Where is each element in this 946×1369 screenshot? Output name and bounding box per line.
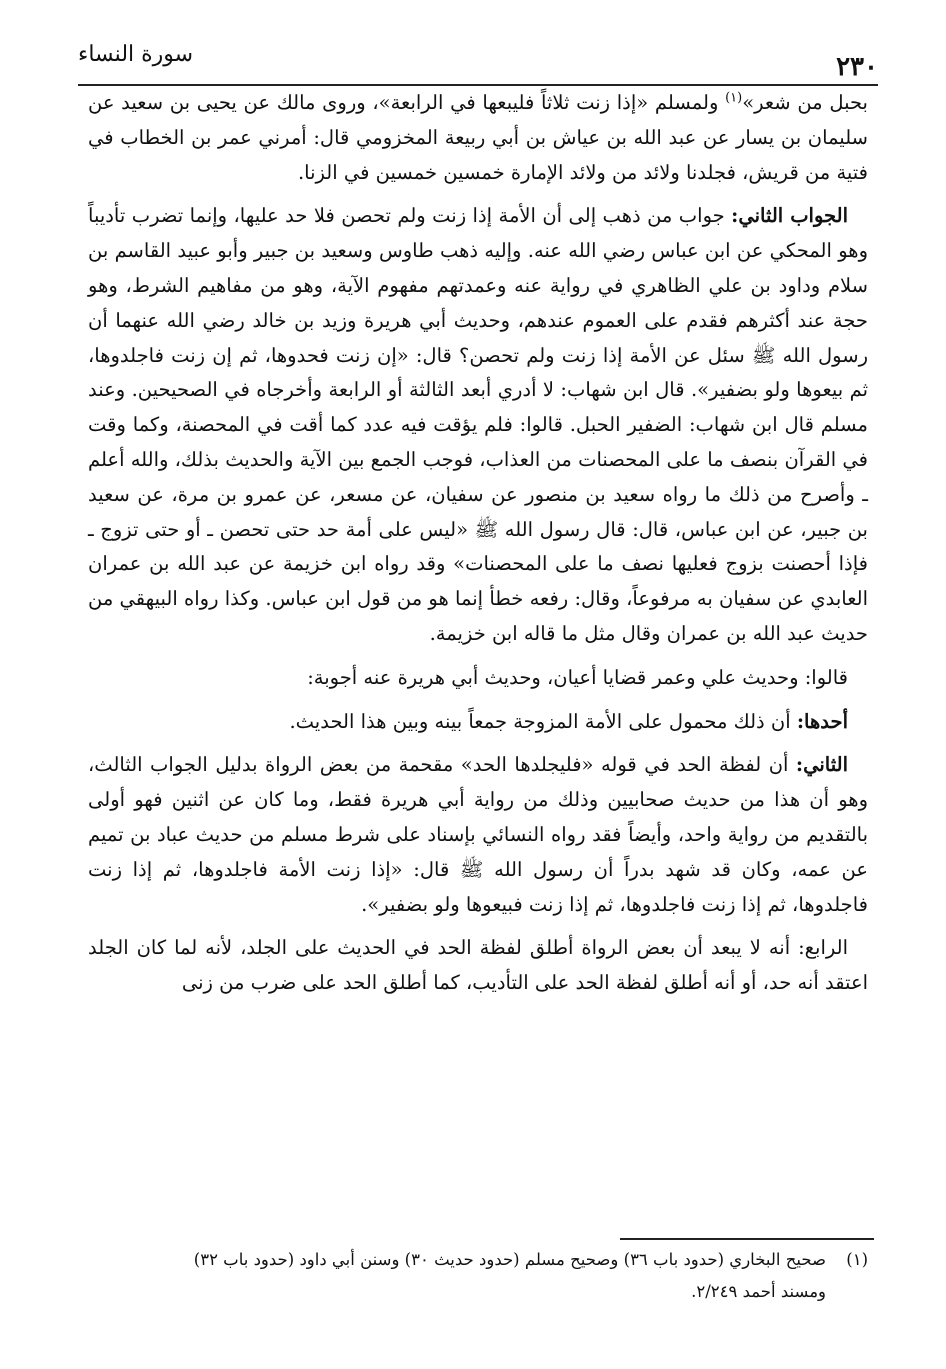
paragraph-6 — [88, 931, 868, 1001]
footnote-line: ومسند أحمد ٢/٢٤٩. — [691, 1282, 826, 1301]
body-text — [88, 86, 868, 1010]
paragraph-text: جواب من ذهب إلى أن الأمة إذا زنت ولم تحصن فلا حد عليها، وإنما تضرب تأديباً وهو المحكي عن ابن عباس رضي الله عنه. وإليه ذهب طاوس وسعيد بن جبير وأبو عبيد القاسم بن سلام وداود بن علي الظاهري في رواية عنه وعمدتهم مفهوم الآية، وهو من مفاهيم الشرط، وهو حجة عند أكثرهم فقدم على العموم عندهم، وحديث أبي هريرة وزيد بن خالد رضي الله عنهما أن رسول الله ﷺ سئل عن الأمة إذا زنت ولم تحصن؟ قال: «إن زنت فحدوها، ثم إن زنت فاجلدوها، ثم بيعوها ولو بضفير». قال ابن شهاب: لا أدري أبعد الثالثة أو الرابعة وأخرجاه في الصحيحين. وعند مسلم قال ابن شهاب: الضفير الحبل. قالوا: فلم يؤقت فيه عدد كما أقت في المحصنة، وكما وقت في القرآن بنصف ما على المحصنات من العذاب، فوجب الجمع بين الآية والحديث بذلك، والله أعلم ـ وأصرح من ذلك ما رواه سعيد بن منصور عن سفيان، عن مسعر، عن عمرو بن مرة، عن سعيد بن جبير، عن ابن عباس، قال: قال رسول الله ﷺ «ليس على أمة حد حتى تحصن ـ أو حتى تزوج ـ فإذا أحصنت بزوج فعليها نصف ما على المحصنات» وقد رواه ابن خزيمة عن عبد الله بن عمران العابدي عن سفيان به مرفوعاً، وقال: رفعه خطأ إنما هو من قول ابن عباس. وكذا رواه البيهقي من حديث عبد الله بن عمران وقال مثل ما قاله ابن خزيمة. — [88, 204, 868, 645]
paragraph-1 — [88, 86, 868, 190]
paragraph-2 — [88, 199, 868, 651]
paragraph-3 — [88, 661, 868, 696]
paragraph-text: ولمسلم «إذا زنت ثلاثاً فليبعها في الرابعة»، وروى مالك عن يحيى بن سعيد عن سليمان بن يسار عن عبد الله بن عياش بن أبي ربيعة المخزومي قال: أمرني عمر بن الخطاب في فتية من قريش، فجلدنا ولائد من ولائد الإمارة خمسين خمسين في الزنا. — [88, 91, 868, 184]
paragraph-4 — [88, 705, 868, 740]
footnote-line — [88, 1244, 868, 1276]
footnote-number: (١) — [846, 1250, 868, 1269]
paragraph-text: الرابع: أنه لا يبعد أن بعض الرواة أطلق لفظة الحد في الحديث على الجلد، لأنه لما كان الجلد اعتقد أنه حد، أو أنه أطلق لفظة الحد على التأديب، كما أطلق الحد على ضرب من زنى — [88, 936, 868, 995]
footnote-reference[interactable]: (١) — [725, 90, 743, 106]
paragraph-5 — [88, 748, 868, 922]
page-header — [78, 40, 878, 86]
page-number: ٢٣٠ — [836, 52, 878, 82]
paragraph-text: بحبل من شعر» — [742, 91, 868, 114]
footnote-divider — [620, 1238, 874, 1240]
footnote — [88, 1244, 868, 1308]
paragraph-lead: أحدها: — [796, 709, 848, 733]
paragraph-text: قالوا: وحديث علي وعمر قضايا أعيان، وحديث أبي هريرة عنه أجوبة: — [307, 665, 848, 689]
paragraph-lead: الجواب الثاني: — [731, 204, 848, 228]
paragraph-lead: الثاني: — [795, 753, 848, 777]
paragraph-text: أن لفظة الحد في قوله «فليجلدها الحد» مقحمة من بعض الرواة بدليل الجواب الثالث، وهو أن هذا من حديث صحابيين وذلك من رواية أبي هريرة فقط، وما كان عن اثنين فهو أولى بالتقديم من رواية واحد، وأيضاً فقد رواه النسائي بإسناد على شرط مسلم من حديث عباد بن تميم عن عمه، وكان قد شهد بدراً أن رسول الله ﷺ قال: «إذا زنت الأمة فاجلدوها، ثم إذا زنت فاجلدوها، ثم إذا زنت فاجلدوها، ثم إذا زنت فبيعوها ولو بضفير». — [88, 753, 868, 916]
paragraph-text: أن ذلك محمول على الأمة المزوجة جمعاً بينه وبين هذا الحديث. — [289, 709, 797, 733]
footnote-text: صحيح البخاري (حدود باب ٣٦) وصحيح مسلم (حدود حديث ٣٠) وسنن أبي داود (حدود باب ٣٢) — [193, 1250, 826, 1269]
surah-title: سورة النساء — [78, 42, 194, 67]
